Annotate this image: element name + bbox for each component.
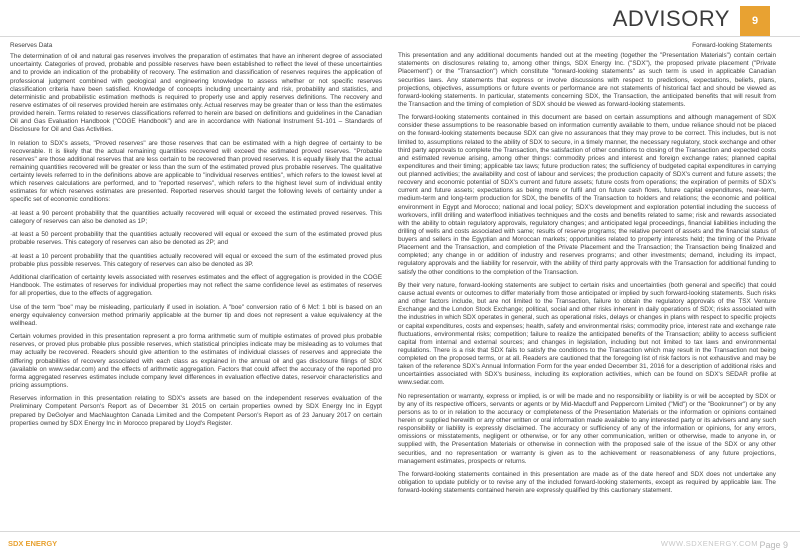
forward-looking-heading: Forward-looking Statements <box>692 42 772 49</box>
header-divider <box>0 36 800 37</box>
page-number: Page 9 <box>759 540 788 550</box>
footer <box>0 531 800 554</box>
forward-looking-column <box>398 42 776 501</box>
forward-looking-paragraph: The forward-looking statements contained in this presentation are made as of the date hereof and SDX does not undertake any obligation to update publicly or to revise any of the included forward-looking statements, except as required by applicable law. The forward-looking statements contained herein are expressly qualified by this cautionary statement. <box>398 471 776 495</box>
reserves-paragraph: ·at least a 10 percent probability that the quantities actually recovered will equal or exceed the sum of the estimated proved plus probable plus possible reserves. This category of reserves can also be denoted as 3P. <box>10 252 382 268</box>
reserves-paragraph: ·at least a 90 percent probability that the quantities actually recovered will equal or exceed the estimated proved reserves. This category of reserves can also be denoted as 1P; <box>10 209 382 225</box>
page-number-badge: 9 <box>740 6 770 36</box>
reserves-data-heading: Reserves Data <box>10 42 53 49</box>
reserves-paragraph: Certain volumes provided in this presentation represent a pro forma arithmetic sum of multiple estimates of proved plus probable reserves, or proved plus probable plus possible reserves, which statistical principles indicate may be misleading as to volumes that may actually be recovered. Readers should give attention to the estimates of individual classes of reserves and appreciate the differing probabilities of recovery associated with each class as explained in the annual oil and gas disclosure filings of SDX (available on www.sedar.com) and the effects of arithmetic aggregation. Factors that could affect the accuracy of the reported pro forma aggregated reserves estimates include company level differences in evaluation effective dates, reservoir characteristics and pricing assumptions. <box>10 333 382 389</box>
website-link[interactable]: WWW.SDXENERGY.COM <box>660 539 758 548</box>
reserves-paragraph: ·at least a 50 percent probability that the quantities actually recovered will equal or exceed the sum of the estimated proved plus probable reserves. This category of reserves can also be denoted as 2P; and <box>10 231 382 247</box>
reserves-paragraph: Reserves information in this presentation relating to SDX's assets are based on the independent reserves evaluation of the Preliminary Competent Person's Report as of December 31 2015 on certain properties owned by SDX Energy Inc in Egypt prepared by DeGolyer and MacNaughton Canada Limited and the Competent Person's Report as of 23 January 2017 on certain properties owned by SDX Energy Inc in Morocco prepared by Lloyd's Register. <box>10 395 382 427</box>
brand-logo: SDX ENERGY <box>8 539 58 548</box>
reserves-data-column <box>10 42 382 433</box>
reserves-paragraph: In relation to SDX's assets, "Proved reserves" are those reserves that can be estimated with a high degree of certainty to be recoverable. It is likely that the actual remaining quantities recovered will exceed the estimated proved reserves. "Probable reserves" are those additional reserves that are less certain to be recovered than proved reserves. It is equally likely that the actual remaining quantities recovered will be greater or less than the sum of the estimated proved plus probable reserves. The qualitative certainty levels referred to in the definitions above are applicable to "individual reserves entities", which refers to the lowest level at which reserves calculations are performed, and to "reported reserves", which refers to the highest level sum of individual entity estimates for which reserves estimates are presented. Reported reserves should target the following levels of certainty under a specific set of economic conditions: <box>10 139 382 204</box>
forward-looking-paragraph: The forward-looking statements contained in this document are based on certain assumptions and although management of SDX consider these assumptions to be reasonable based on information currently available to them, undue reliance should not be placed on the forward-looking statements because SDX can give no assurances that they may prove to be correct. This includes, but is not limited to, assumptions related to the ability of SDX to secure, in a timely manner, the necessary regulatory, stock exchange and other third party approvals to complete the Transaction, the satisfaction of other conditions to closing of the Transaction and expected costs and estimated revenue arising, among other things: commodity prices and interest and foreign exchange rates; planned capital expenditures and their timing; applicable tax laws; future production rates; the sufficiency of budgeted capital expenditures in carrying out planned activities; the availability and cost of labour and services; the production capacity of SDX's current and future assets; the recovery and economic potential of SDX's current and future assets; future costs from operations; the expiration of permits of SDX's current and future assets; expectations as being more or fulfil and on future cash flows, future capital expenditures, near-term, medium-term and long-term production for SDX, the benefits of the Transaction to holders and relations; the economic and political environment in Egypt and Morocco; national and local policy; SDX's development and exploration potential including the success of workovers, infill drilling and waterflood initiatives techniques and the costs and benefits related to same; risk and rewards associated with the ability to obtain regulatory approvals, regulatory changes; and anticipated legal proceedings, financial liabilities including the drilling of wells and costs associated with same; results of reserve programs; the relative percent of assets and the financial status of buyers and sellers in the Egyptian and Moroccan markets; opportunities related to property interests held; the timing of the Private Placement and the Transaction, and completion of the Private Placement and the Transaction; the Transaction being finalized and completed; any change in or addition of industry and reserves programs; and other investments; demand, including its impact, regulatory approvals and the liability for reservoir, with the ability of third party approvals with the Transaction for additional funding to satisfy the other conditions to the completion of the Transaction. <box>398 114 776 276</box>
reserves-paragraph: The determination of oil and natural gas reserves involves the preparation of estimates that have an inherent degree of associated uncertainty. Categories of proved, probable and possible reserves have been established to reflect the level of these uncertainties and to provide an indication of the probability of recovery. The estimation and classification of reserves requires the application of professional judgment combined with geological and engineering knowledge to assess whether or not specific reserves classification criteria have been satisfied. Knowledge of concepts including uncertainty and risk, probability and statistics, and deterministic and probabilistic estimation methods is required to properly use and apply reserves definitions. The recovery and reserve estimates of oil reserves provided herein are estimates only. Actual reserves may be greater than or less than the estimates provided herein. Terms related to reserves classifications referred to herein are based on definitions and guidelines in the Canadian Oil and Gas Evaluation Handbook ("COGE Handbook") and are in accordance with National Instrument 51-101 – Standards of Disclosure for Oil and Gas Activities. <box>10 53 382 134</box>
forward-looking-paragraph: This presentation and any additional documents handed out at the meeting (together the "Presentation Materials") contain certain statements on disclosures relating to, among other things, SDX Energy Inc. ("SDX"), the proposed private placement ("Private Placement") or the "Transaction") which constitute "forward-looking statements" as such term is used in applicable Canadian securities laws. Any statements that express or involve discussions with respect to predictions, expectations, beliefs, plans, projections, objectives, assumptions or future events or performance are not statements of historical fact and should be viewed as forward-looking statements. In particular, statements concerning SDX, the Transaction, the anticipated benefits that will result from the Transaction and the timing of completion of SDX should be viewed as forward-looking statements. <box>398 52 776 108</box>
reserves-paragraph: Use of the term "boe" may be misleading, particularly if used in isolation. A "boe" conversion ratio of 6 Mcf: 1 bbl is based on an energy equivalency conversion method primarily applicable at the burner tip and does not represent a value equivalency at the wellhead. <box>10 303 382 327</box>
forward-looking-paragraph: By their very nature, forward-looking statements are subject to certain risks and uncertainties (both general and specific) that could cause actual events or outcomes to differ materially from those anticipated or implied by such forward-looking statements. Such risks and other factors include, but are not limited to the Transaction, failure to obtain the regulatory approvals of the TSX Venture Exchange and the London Stock Exchange; political, social and other risks inherent in daily operations of SDX; risks associated with the industries in which SDX operates in general, such as operational risks, delays or changes in plans with respect to specific projects or capital expenditures, costs and expenses; health, safety and environmental risks; commodity price, interest rate and exchange rate fluctuations, environmental risks; competition; failure to realize the anticipated benefits of the Transaction; ability to access sufficient capital from internal and external sources; and changes in legislation, including but not limited to tax laws and environmental regulations. There is a risk that SDX fails to satisfy the conditions to the Transaction which may result in the Transaction not being completed on the proposed terms, or at all. Readers are cautioned that the foregoing list of risk factors is not exhaustive and may be taken of the reference SDX's Annual Information Form for the year ended December 31, 2016 for a description of additional risks and uncertainties associated with SDX's business, including its exploration activities, which can be found on SDX's SEDAR profile at www.sedar.com. <box>398 281 776 387</box>
forward-looking-paragraph: No representation or warranty, express or implied, is or will be made and no responsibility or liability is or will be accepted by SDX or by any of its respective officers, servants or agents or by Mid-Macduff and Peppercorn Limited ("Mid") or the "Bookrunner") or by any persons as to or in relation to the accuracy or completeness of the Presentation Materials or the information or opinions contained herein or supplied herewith or any other written or oral information made available to any interested party or its advisers and any such responsibility or liability is expressly disclaimed. The accuracy or sufficiency of any of the information or opinions, for any errors, omissions or misstatements, negligent or otherwise, or for any other communication, written or otherwise, made to anyone in, or supplied with, the Presentation Materials or otherwise in connection with the proposed sale of the issue of the SDX or any other securities, and no representation or warranty is given as to the achievement or reasonableness of any future projections, management estimates, prospects or returns. <box>398 392 776 465</box>
page-title: ADVISORY <box>612 6 730 31</box>
reserves-paragraph: Additional clarification of certainty levels associated with reserves estimates and the effect of aggregation is provided in the COGE Handbook. The estimates of reserves for individual properties may not reflect the same confidence level as estimates of reserves for all properties, due to the effects of aggregation. <box>10 274 382 298</box>
